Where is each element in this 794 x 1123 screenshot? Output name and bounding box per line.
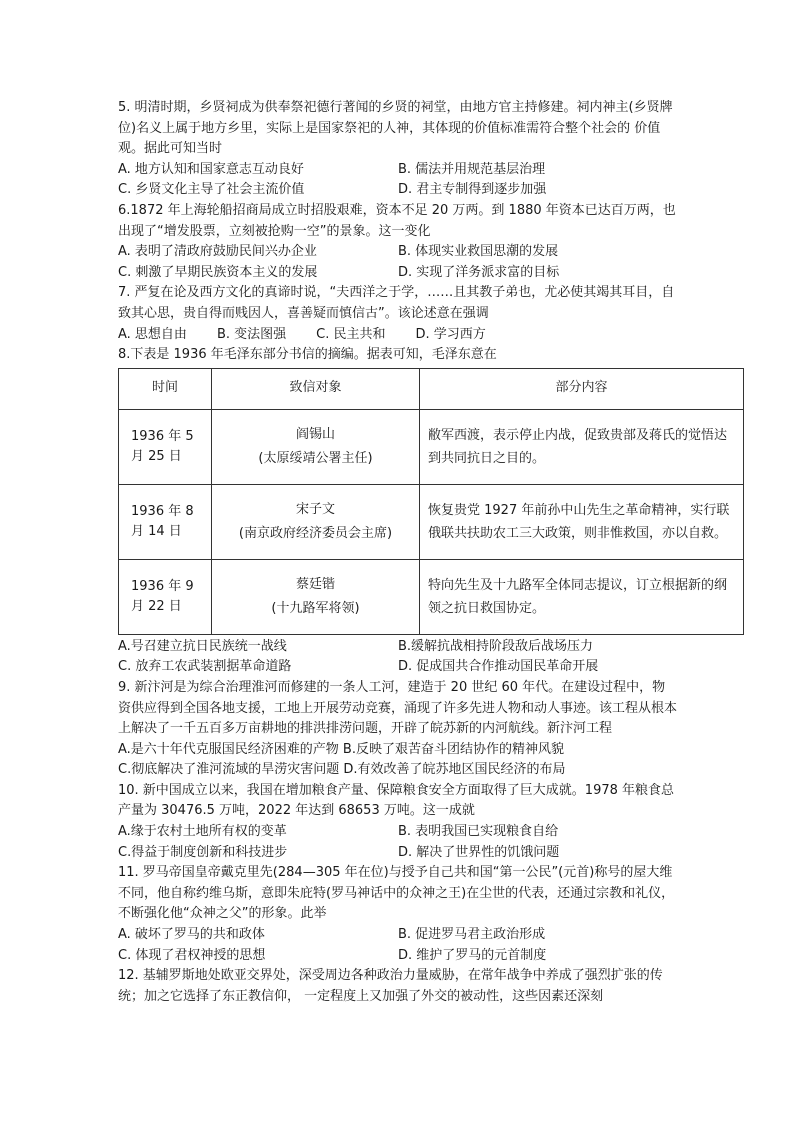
q11-option-d[interactable]: D. 维护了罗马的元首制度 (398, 947, 547, 963)
q7-option-a[interactable]: A. 思想自由 (118, 326, 187, 342)
row-date: 1936 年 9 月 22 日 (119, 559, 212, 634)
q6-option-b[interactable]: B. 体现实业救国思潮的发展 (398, 244, 559, 260)
recipient-name: 阎锡山 (295, 426, 335, 442)
q8-option-c[interactable]: C. 放弃工农武装割据革命道路 (118, 659, 292, 675)
q11-stem: 11. 罗马帝国皇帝戴克里先(284—305 年在位)与授予自己共和国“第一公民”(元首)称号的屋大维不同，他自称约维乌斯，意即朱庇特(罗马神话中的众神之王)在尘世的代表，还通过宗教和礼仪，不断强化他“众神之父”的形象。此举 (118, 865, 675, 922)
q5-stem: 5. 明清时期，乡贤祠成为供奉祭祀德行著闻的乡贤的祠堂，由地方官主持修建。祠内神主(乡贤牌位)名义上属于地方乡里，实际上是国家祭祀的人神，其体现的价值标准需符合整个社会的 价值观。据此可知当时 (118, 100, 673, 157)
q10-option-b[interactable]: B. 表明我国已实现粮食自给 (398, 824, 559, 840)
q7-option-d[interactable]: D. 学习西方 (415, 326, 486, 342)
row-recipient (212, 559, 420, 634)
recipient-name: 蔡廷锴 (295, 576, 335, 592)
q10-option-c[interactable]: C.得益于制度创新和科技进步 (118, 844, 288, 860)
row-recipient (212, 409, 420, 484)
q10-option-a[interactable]: A.缘于农村土地所有权的变革 (118, 824, 287, 840)
row-content: 敝军西渡，表示停止内战，促致贵部及蒋氏的觉悟达到共同抗日之目的。 (420, 409, 744, 484)
q8-option-b[interactable]: B.缓解抗战相持阶段敌后战场压力 (398, 638, 594, 654)
recipient-title: (十九路军将领) (271, 600, 360, 616)
q6-options (118, 242, 678, 283)
q5-option-a[interactable]: A. 地方认知和国家意志互动良好 (118, 161, 304, 177)
q8-stem: 8.下表是 1936 年毛泽东部分书信的摘编。据表可知，毛泽东意在 (118, 347, 497, 363)
table-row (119, 559, 744, 634)
q7-stem: 7. 严复在论及西方文化的真谛时说，“夫西洋之于学，……且其教子弟也，尤必使其竭其耳目，自致其心思，贵自得而贱因人，喜善疑而慎信古”。该论述意在强调 (118, 285, 675, 321)
table-row (119, 484, 744, 559)
row-content: 恢复贵党 1927 年前孙中山先生之革命精神，实行联俄联共扶助农工三大政策，则非惟救国，亦以自救。 (420, 484, 744, 559)
exam-page (118, 98, 730, 1007)
q8-option-d[interactable]: D. 促成国共合作推动国民革命开展 (398, 659, 599, 675)
q5-option-b[interactable]: B. 儒法并用规范基层治理 (398, 161, 546, 177)
recipient-name: 宋子文 (295, 501, 335, 517)
header-recipient: 致信对象 (212, 368, 420, 409)
q5-option-d[interactable]: D. 君主专制得到逐步加强 (398, 182, 547, 198)
row-date: 1936 年 5 月 25 日 (119, 409, 212, 484)
q6-option-d[interactable]: D. 实现了洋务派求富的目标 (398, 264, 560, 280)
q10-stem: 10. 新中国成立以来，我国在增加粮食产量、保障粮食安全方面取得了巨大成就。1978 年粮食总产量为 30476.5 万吨，2022 年达到 68653 万吨。这一成就 (118, 782, 675, 819)
q7-options (118, 325, 678, 346)
q7-option-b[interactable]: B. 变法图强 (216, 326, 287, 342)
q10-option-d[interactable]: D. 解决了世界性的饥饿问题 (398, 844, 560, 860)
q11-options (118, 925, 678, 966)
q11-option-b[interactable]: B. 促进罗马君主政治形成 (398, 927, 546, 943)
q5-options (118, 160, 678, 201)
recipient-title: (南京政府经济委员会主席) (238, 525, 393, 541)
q5-option-c[interactable]: C. 乡贤文化主导了社会主流价值 (118, 182, 305, 198)
q6-stem: 6.1872 年上海轮船招商局成立时招股艰难，资本不足 20 万两。到 1880 年资本已达百万两，也出现了“增发股票，立刻被抢购一空”的景象。这一变化 (118, 202, 676, 239)
header-content: 部分内容 (420, 368, 744, 409)
q6-option-c[interactable]: C. 刺激了早期民族资本主义的发展 (118, 264, 318, 280)
q11-option-c[interactable]: C. 体现了君权神授的思想 (118, 947, 266, 963)
q11-option-a[interactable]: A. 破坏了罗马的共和政体 (118, 927, 265, 943)
row-content: 特向先生及十九路军全体同志提议，订立根据新的纲领之抗日救国协定。 (420, 559, 744, 634)
table-row (119, 409, 744, 484)
q12-stem: 12. 基辅罗斯地处欧亚交界处，深受周边各种政治力量威胁，在常年战争中养成了强烈扩张的传统；加之它选择了东正教信仰， 一定程度上又加强了外交的被动性，这些因素还深刻 (118, 968, 663, 1004)
q6-option-a[interactable]: A. 表明了清政府鼓励民间兴办企业 (118, 244, 317, 260)
q8-options (118, 637, 678, 678)
q8-option-a[interactable]: A.号召建立抗日民族统一战线 (118, 638, 287, 654)
q9-options-ab[interactable]: A.是六十年代克服国民经济困难的产物 B.反映了艰苦奋斗团结协作的精神风貌 (118, 741, 564, 757)
q9-stem: 9. 新汴河是为综合治理淮河而修建的一条人工河，建造于 20 世纪 60 年代。在建设过程中，物资供应得到全国各地支援，工地上开展劳动竞赛，涌现了许多先进人物和动人事迹。该工程从根本上解决了一千五百多万亩耕地的排洪排涝问题，开辟了皖苏新的内河航线。新汴河工程 (118, 679, 678, 737)
table-header-row (119, 368, 744, 409)
q7-option-c[interactable]: C. 民主共和 (316, 326, 386, 342)
header-date: 时间 (119, 368, 212, 409)
row-date: 1936 年 8 月 14 日 (119, 484, 212, 559)
letters-table (118, 368, 744, 635)
q9-options-cd[interactable]: C.彻底解决了淮河流域的旱涝灾害问题 D.有效改善了皖苏地区国民经济的布局 (118, 762, 566, 778)
q10-options (118, 822, 678, 863)
row-recipient (212, 484, 420, 559)
recipient-title: (太原绥靖公署主任) (258, 450, 373, 466)
